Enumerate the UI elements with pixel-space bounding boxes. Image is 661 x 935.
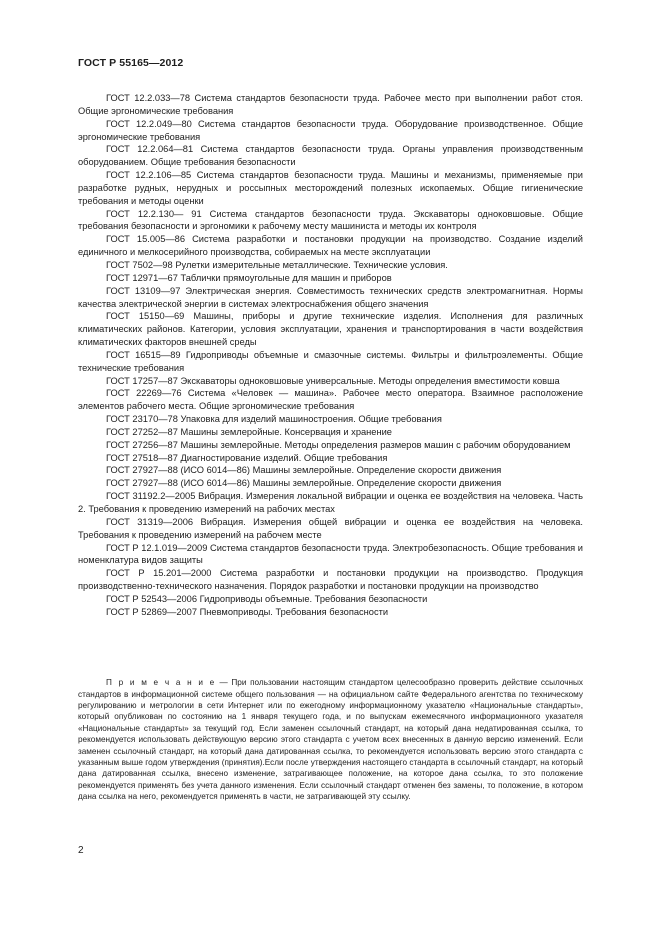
page-number: 2 [78, 845, 84, 856]
normative-references-list [78, 92, 583, 619]
reference-item: ГОСТ Р 52543—2006 Гидроприводы объемные. Требования безопасности [106, 593, 428, 604]
reference-item: ГОСТ 12.2.064—81 Система стандартов безопасности труда. Органы управления производственным оборудованием. Общие требования безопасности [78, 144, 583, 168]
reference-item: ГОСТ 13109—97 Электрическая энергия. Совместимость технических средств электромагнитная. Нормы качества электрической энергии в системах электроснабжения общего значения [78, 285, 583, 309]
reference-item: ГОСТ 12.2.130— 91 Система стандартов безопасности труда. Экскаваторы одноковшовые. Общие требования безопасности и эргономики к рабочему месту машиниста и методы их контроля [78, 208, 583, 232]
reference-item: ГОСТ 16515—89 Гидроприводы объемные и смазочные системы. Фильтры и фильтроэлементы. Общие технические требования [78, 349, 583, 373]
reference-item: ГОСТ 17257—87 Экскаваторы одноковшовые универсальные. Методы определения вместимости ковша [106, 375, 560, 386]
reference-item: ГОСТ 15.005—86 Система разработки и постановки продукции на производство. Создание изделий единичного и мелкосерийного производства, собираемых на месте эксплуатации [78, 234, 583, 258]
reference-item: ГОСТ Р 12.1.019—2009 Система стандартов безопасности труда. Электробезопасность. Общие требования и номенклатура видов защиты [78, 542, 583, 566]
reference-item: ГОСТ 27256—87 Машины землеройные. Методы определения размеров машин с рабочим оборудованием [106, 439, 571, 450]
reference-item: ГОСТ 22269—76 Система «Человек — машина». Рабочее место оператора. Взаимное расположение элементов рабочего места. Общие эргономические требования [78, 388, 583, 412]
reference-item: ГОСТ 27252—87 Машины землеройные. Консервация и хранение [106, 426, 392, 437]
reference-item: ГОСТ 27927—88 (ИСО 6014—86) Машины землеройные. Определение скорости движения [106, 465, 502, 476]
reference-item: ГОСТ 31192.2—2005 Вибрация. Измерения локальной вибрации и оценка ее воздействия на человека. Часть 2. Требования к проведению измерений на рабочих местах [78, 491, 583, 514]
reference-item: ГОСТ 12.2.049—80 Система стандартов безопасности труда. Оборудование производственное. Общие эргономические требования [78, 118, 583, 142]
reference-item: ГОСТ Р 15.201—2000 Система разработки и постановки продукции на производство. Продукция производственно-технического назначения. Порядок разработки и постановки продукции на производство [78, 568, 583, 592]
reference-item: ГОСТ 7502—98 Рулетки измерительные металлические. Технические условия. [106, 259, 448, 270]
note-label: П р и м е ч а н и е [106, 678, 216, 688]
reference-item: ГОСТ 12.2.033—78 Система стандартов безопасности труда. Рабочее место при выполнении работ стоя. Общие эргономические требования [78, 93, 583, 116]
document-header: ГОСТ Р 55165—2012 [78, 57, 184, 69]
note-paragraph [78, 677, 583, 802]
reference-item: ГОСТ 12971—67 Таблички прямоугольные для машин и приборов [106, 272, 392, 283]
note-text: — При пользовании настоящим стандартом целесообразно проверить действие ссылочных стандартов в информационной системе общего пользования — на официальном сайте Федерального агентства по техническому регулированию и метрологии в сети Интернет или по ежегодному информационному указателю «Национальные стандарты», который опубликован по состоянию на 1 января текущего года, и по выпускам ежемесячного информационного указателя «Национальные стандарты» за текущий год. Если заменен ссылочный стандарт, на который дана недатированная ссылка, то рекомендуется использовать действующую версию этого стандарта с учетом всех внесенных в данную версию изменений. Если заменен ссылочный стандарт, на который дана датированная ссылка, то рекомендуется использовать версию этого стандарта с указанным выше годом утверждения (принятия).Если после утверждения настоящего стандарта в ссылочный стандарт, на который дана датированная ссылка, внесено изменение, затрагивающее положение, на которое дана ссылка, то это положение рекомендуется применять без учета данного изменения. Если ссылочный стандарт отменен без замены, то положение, в котором дана ссылка на него, рекомендуется применять в части, не затрагивающей эту ссылку. [78, 678, 583, 802]
reference-item: ГОСТ 27927—88 (ИСО 6014—86) Машины землеройные. Определение скорости движения [106, 478, 502, 489]
reference-item: ГОСТ Р 52869—2007 Пневмоприводы. Требования безопасности [106, 606, 389, 617]
reference-item: ГОСТ 23170—78 Упаковка для изделий машиностроения. Общие требования [106, 414, 442, 425]
reference-item: ГОСТ 12.2.106—85 Система стандартов безопасности труда. Машины и механизмы, применяемые при разработке рудных, нерудных и россыпных месторождений полезных ископаемых. Общие гигиенические требования и методы оценки [78, 170, 583, 206]
reference-item: ГОСТ 27518—87 Диагностирование изделий. Общие требования [106, 452, 388, 463]
reference-item: ГОСТ 15150—69 Машины, приборы и другие технические изделия. Исполнения для различных климатических районов. Категории, условия эксплуатации, хранения и транспортирования в части воздействия климатических факторов внешней среды [78, 311, 583, 348]
reference-item: ГОСТ 31319—2006 Вибрация. Измерения общей вибрации и оценка ее воздействия на человека. Требования к проведению измерений на рабочем месте [78, 516, 583, 540]
